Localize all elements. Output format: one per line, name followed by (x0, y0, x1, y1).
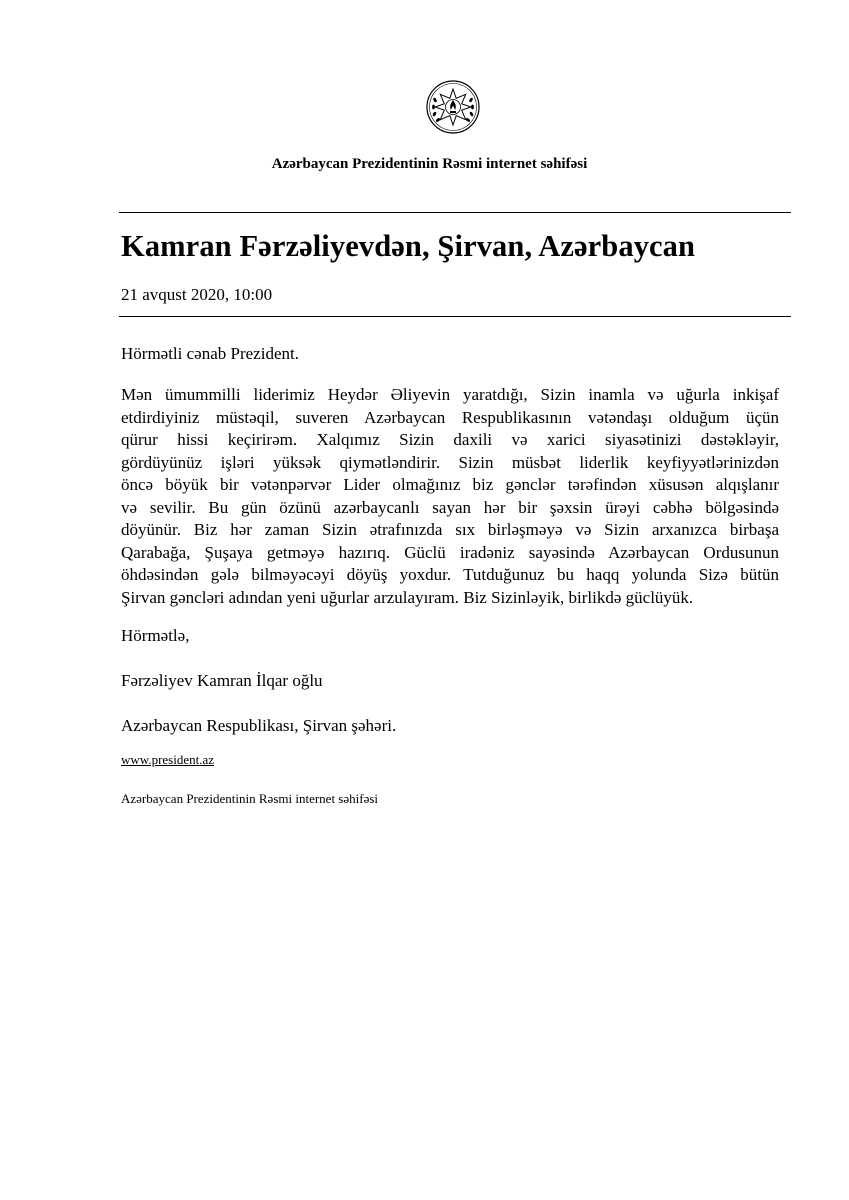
letter-body-line: və sevilir. Bu gün özünü azərbaycanlı sayan hər bir şəxsin ürəyi cəbhə bölgəsində (121, 497, 779, 517)
letter-body-line: öhdəsindən gələ bilməyəcəyi döyüş yoxdur. Tutduğunuz bu haqq yolunda Sizə bütün (121, 565, 779, 584)
letter-body-line: Qarabağa, Şuşaya getməyə hazırıq. Güclü iradəniz sayəsində Azərbaycan Ordusunun (121, 542, 779, 562)
letter-body-line: öncə böyük bir vətənpərvər Lider olmağınız biz gənclər tərəfindən xüsusən alqışlanır (121, 475, 779, 494)
letter-body-line: etdirdiyiniz müstəqil, suveren Azərbaycan Respublikasının vətəndaşı olduğum üçün (121, 407, 779, 427)
letter-greeting: Hörmətli cənab Prezident. (121, 344, 299, 363)
website-link[interactable]: www.president.az (121, 752, 215, 767)
letter-closing: Hörmətlə, (121, 626, 190, 645)
letter-body-line: döyünür. Biz hər zaman Sizin ətrafınızda sıx birləşməyə və Sizin arxanızca birbaşa (121, 520, 779, 539)
letter-body-line: gördüyünüz işləri yüksək qiymətləndirir. Sizin müsbət liderlik keyfiyyətlərinizdən (121, 452, 779, 472)
letter-body-line: Mən ümummilli liderimiz Heydər Əliyevin yaratdığı, Sizin inamla və uğurla inkişaf (121, 385, 779, 404)
header-divider (119, 212, 791, 213)
publish-date: 21 avqust 2020, 10:00 (121, 285, 273, 304)
signer-name: Fərzəliyev Kamran İlqar oğlu (121, 671, 323, 690)
page-title: Kamran Fərzəliyevdən, Şirvan, Azərbaycan (121, 229, 696, 263)
footer-site-title: Azərbaycan Prezidentinin Rəsmi internet səhifəsi (121, 791, 379, 806)
azerbaijan-state-emblem-icon (426, 80, 480, 134)
site-title: Azərbaycan Prezidentinin Rəsmi internet səhifəsi (271, 156, 588, 172)
letter-body (121, 384, 779, 609)
letter-body-line: qürur hissi keçirirəm. Xalqımız Sizin daxili və xarici siyasətinizi dəstəkləyir, (121, 430, 779, 449)
letter-body-line: Şirvan gəncləri adından yeni uğurlar arzulayıram. Biz Sizinləyik, birlikdə güclüyük. (121, 587, 694, 607)
title-divider (119, 316, 791, 317)
signer-location: Azərbaycan Respublikası, Şirvan şəhəri. (121, 716, 397, 735)
